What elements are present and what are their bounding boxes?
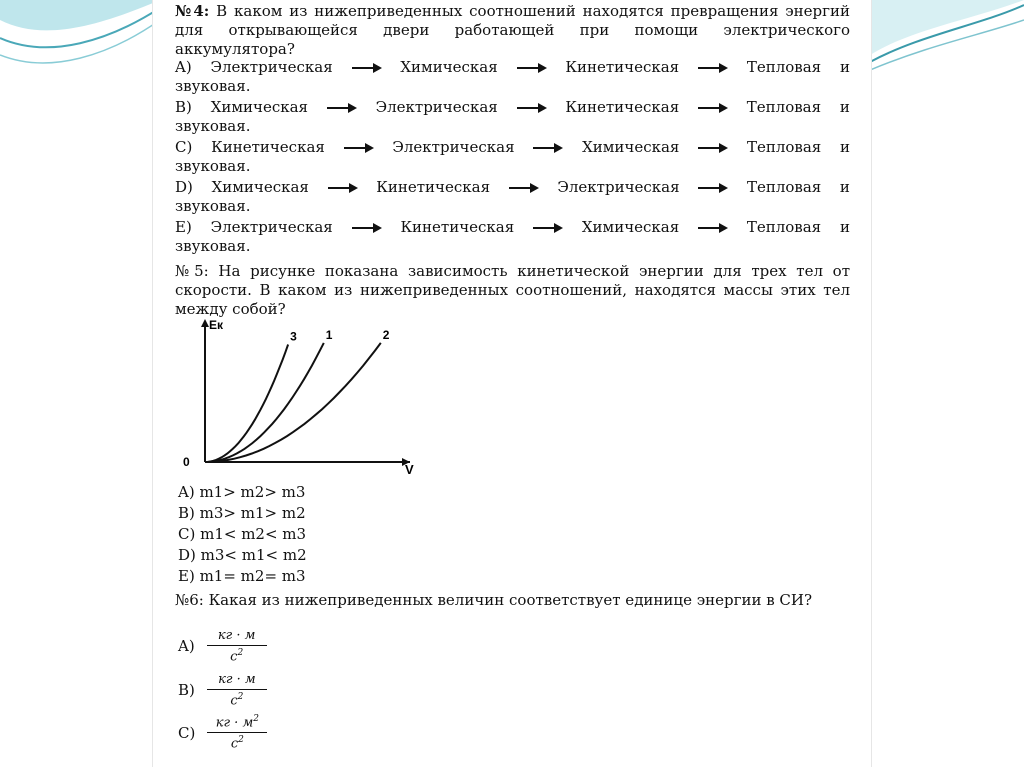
series-label-3: 3 [290,329,297,344]
arrow-right-icon [327,103,357,113]
option-continuation: звуковая. [175,237,251,255]
option-letter: B) [175,98,192,116]
arrow-right-icon [533,223,563,233]
energy-term: Тепловая [746,58,822,76]
question-4-option-a [175,58,850,96]
conjunction: и [839,218,850,236]
question-6-number: №6: [175,591,204,609]
question-5-options [178,482,307,587]
question-6-text: Какая из нижеприведенных величин соответствует единице энергии в СИ? [208,591,813,609]
arrow-right-icon [517,103,547,113]
question-4-option-d [175,178,850,216]
energy-term: Кинетическая [565,58,680,76]
option-letter: D) [175,178,193,196]
energy-term: Электрическая [210,58,333,76]
energy-velocity-chart [175,315,420,480]
arrow-right-icon [698,223,728,233]
decor-swoosh-right [870,0,1024,90]
question-4-option-b [175,98,850,136]
series-line-3 [205,345,288,463]
arrow-right-icon [517,63,547,73]
option-letter: A) [175,58,192,76]
origin-label: 0 [183,455,190,469]
question-5-text: На рисунке показана зависимость кинетической энергии для трех тел от скорости. В каком из нижеприведенных соотношений, находятся массы этих тел между собой? [175,262,850,318]
question-4 [175,2,850,59]
question-6-option-c: C) $\frac{кг \cdot м^2}{с^2}$ [178,714,267,752]
series-label-2: 2 [382,327,390,342]
x-axis-label: V [405,462,414,477]
energy-term: Тепловая [746,138,822,156]
question-5-option-e: E) m1= m2= m3 [178,567,306,585]
question-6-option-a: A) $\frac{кг \cdot м}{с^2}$ [178,628,267,664]
question-5 [175,262,850,319]
question-5-option-b: B) m3> m1> m2 [178,504,306,522]
question-6 [175,591,850,610]
energy-term: Кинетическая [400,218,515,236]
energy-term: Кинетическая [211,138,325,156]
option-letter: E) [175,218,192,236]
option-continuation: звуковая. [175,157,251,175]
energy-term: Химическая [582,138,680,156]
arrow-right-icon [352,63,382,73]
conjunction: и [839,98,850,116]
option-continuation: звуковая. [175,77,251,95]
question-4-text: В каком из нижеприведенных соотношений находятся превращения энергий для открывающейся двери работающей при помощи электрического аккумулятора? [175,2,850,58]
arrow-right-icon [698,63,728,73]
energy-term: Кинетическая [565,98,680,116]
energy-term: Тепловая [746,178,822,196]
question-4-number: №4: [175,2,210,20]
energy-term: Электрическая [392,138,515,156]
arrow-right-icon [328,183,358,193]
arrow-right-icon [509,183,539,193]
option-letter: C) [175,138,193,156]
option-continuation: звуковая. [175,197,251,215]
question-5-option-a: A) m1> m2> m3 [178,483,306,501]
series-label-1: 1 [325,327,333,342]
conjunction: и [840,138,850,156]
arrow-right-icon [698,103,728,113]
question-5-option-d: D) m3< m1< m2 [178,546,307,564]
question-5-number: №5: [175,262,209,280]
y-axis-arrow [201,319,209,327]
question-6-option-b: B) $\frac{кг \cdot м}{с^2}$ [178,672,267,708]
conjunction: и [839,178,850,196]
energy-term: Электрическая [210,218,333,236]
option-continuation: звуковая. [175,117,251,135]
energy-term: Тепловая [746,218,822,236]
energy-term: Электрическая [557,178,680,196]
energy-term: Химическая [400,58,498,76]
series-line-2 [205,343,381,462]
arrow-right-icon [698,183,728,193]
energy-term: Химическая [210,98,309,116]
energy-term: Тепловая [746,98,822,116]
energy-term: Кинетическая [376,178,491,196]
question-5-option-c: C) m1< m2< m3 [178,525,307,543]
arrow-right-icon [533,143,563,153]
conjunction: и [839,58,850,76]
energy-term: Химическая [581,218,680,236]
question-4-option-c [175,138,850,176]
y-axis-label: Eк [209,318,224,332]
energy-term: Электрическая [375,98,498,116]
arrow-right-icon [698,143,728,153]
arrow-right-icon [344,143,374,153]
decor-swoosh-left [0,0,160,120]
arrow-right-icon [352,223,382,233]
question-4-option-e [175,218,850,256]
energy-term: Химическая [211,178,309,196]
